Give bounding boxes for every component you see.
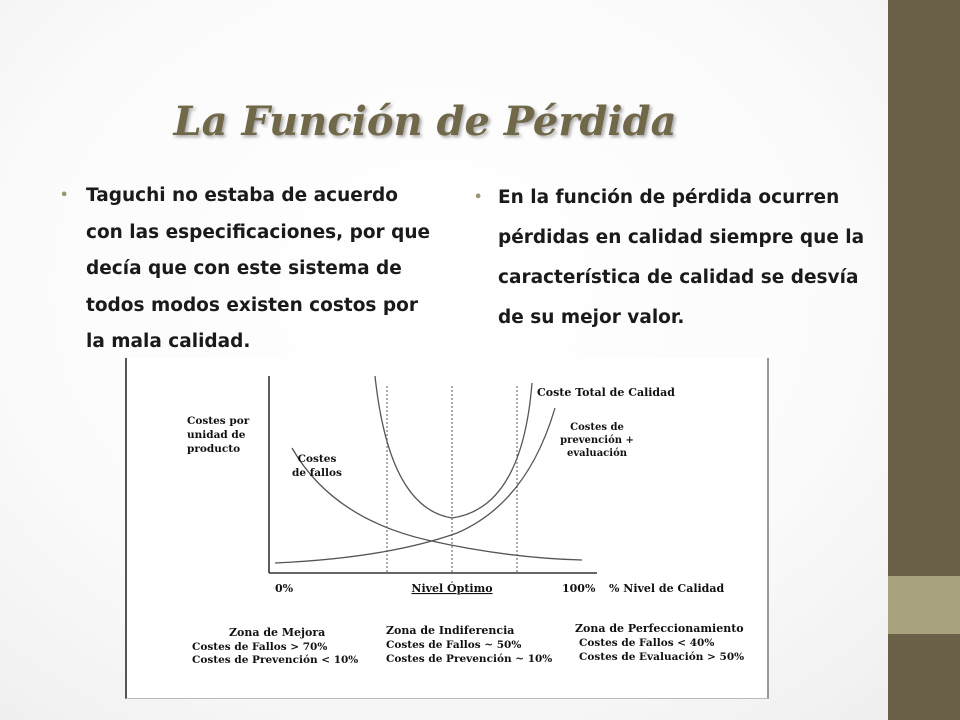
zone-improvement-line-1: Costes de Fallos > 70% (192, 641, 328, 653)
failure-label-line-2: de fallos (292, 467, 342, 479)
quality-cost-diagram (125, 358, 769, 699)
prevention-label-line-2: prevención + (560, 435, 634, 446)
y-axis-label-line-1: Costes por (187, 415, 250, 427)
x-start-label: 0% (275, 582, 294, 595)
quality-cost-graph (127, 358, 767, 698)
prevention-label-line-3: evaluación (566, 448, 628, 459)
zone-perfection-line-1: Costes de Fallos < 40% (579, 637, 715, 649)
zone-perfection-line-2: Costes de Evaluación > 50% (579, 651, 745, 663)
zone-indifference-title: Zona de Indiferencia (386, 624, 515, 637)
total-cost-label: Coste Total de Calidad (537, 386, 675, 399)
x-end-label: 100% (562, 582, 596, 595)
x-optimum-label: Nivel Óptimo (411, 582, 493, 595)
failure-label-line-1: Costes (297, 453, 337, 465)
bullet-text: Taguchi no estaba de acuerdo con las especificaciones, por que decía que con este sistema de todos modos existen costos por la mala calidad. (86, 185, 431, 352)
y-axis-label-line-3: producto (187, 443, 241, 455)
zone-indifference-line-2: Costes de Prevención ~ 10% (386, 653, 553, 665)
x-axis-title: % Nivel de Calidad (609, 582, 725, 595)
prevention-cost-curve (275, 408, 555, 563)
y-axis-label-line-2: unidad de (187, 429, 246, 441)
sidebar-accent-bottom (888, 634, 960, 720)
zone-improvement-title: Zona de Mejora (229, 626, 326, 639)
zone-improvement-line-2: Costes de Prevención < 10% (192, 654, 359, 666)
prevention-label-line-1: Costes de (570, 422, 624, 433)
zone-perfection-title: Zona de Perfeccionamiento (575, 622, 744, 635)
bullet-text: En la función de pérdida ocurren pérdidas en calidad siempre que la característica de calidad se desvía de su mejor valor. (498, 187, 865, 328)
bullet-icon: • (474, 190, 483, 205)
slide-title: La Función de Pérdida (173, 98, 677, 145)
sidebar-accent-top (888, 0, 960, 576)
zone-indifference-line-1: Costes de Fallos ~ 50% (386, 639, 522, 651)
sidebar-accent-middle (888, 576, 960, 634)
bullet-icon: • (60, 188, 69, 203)
